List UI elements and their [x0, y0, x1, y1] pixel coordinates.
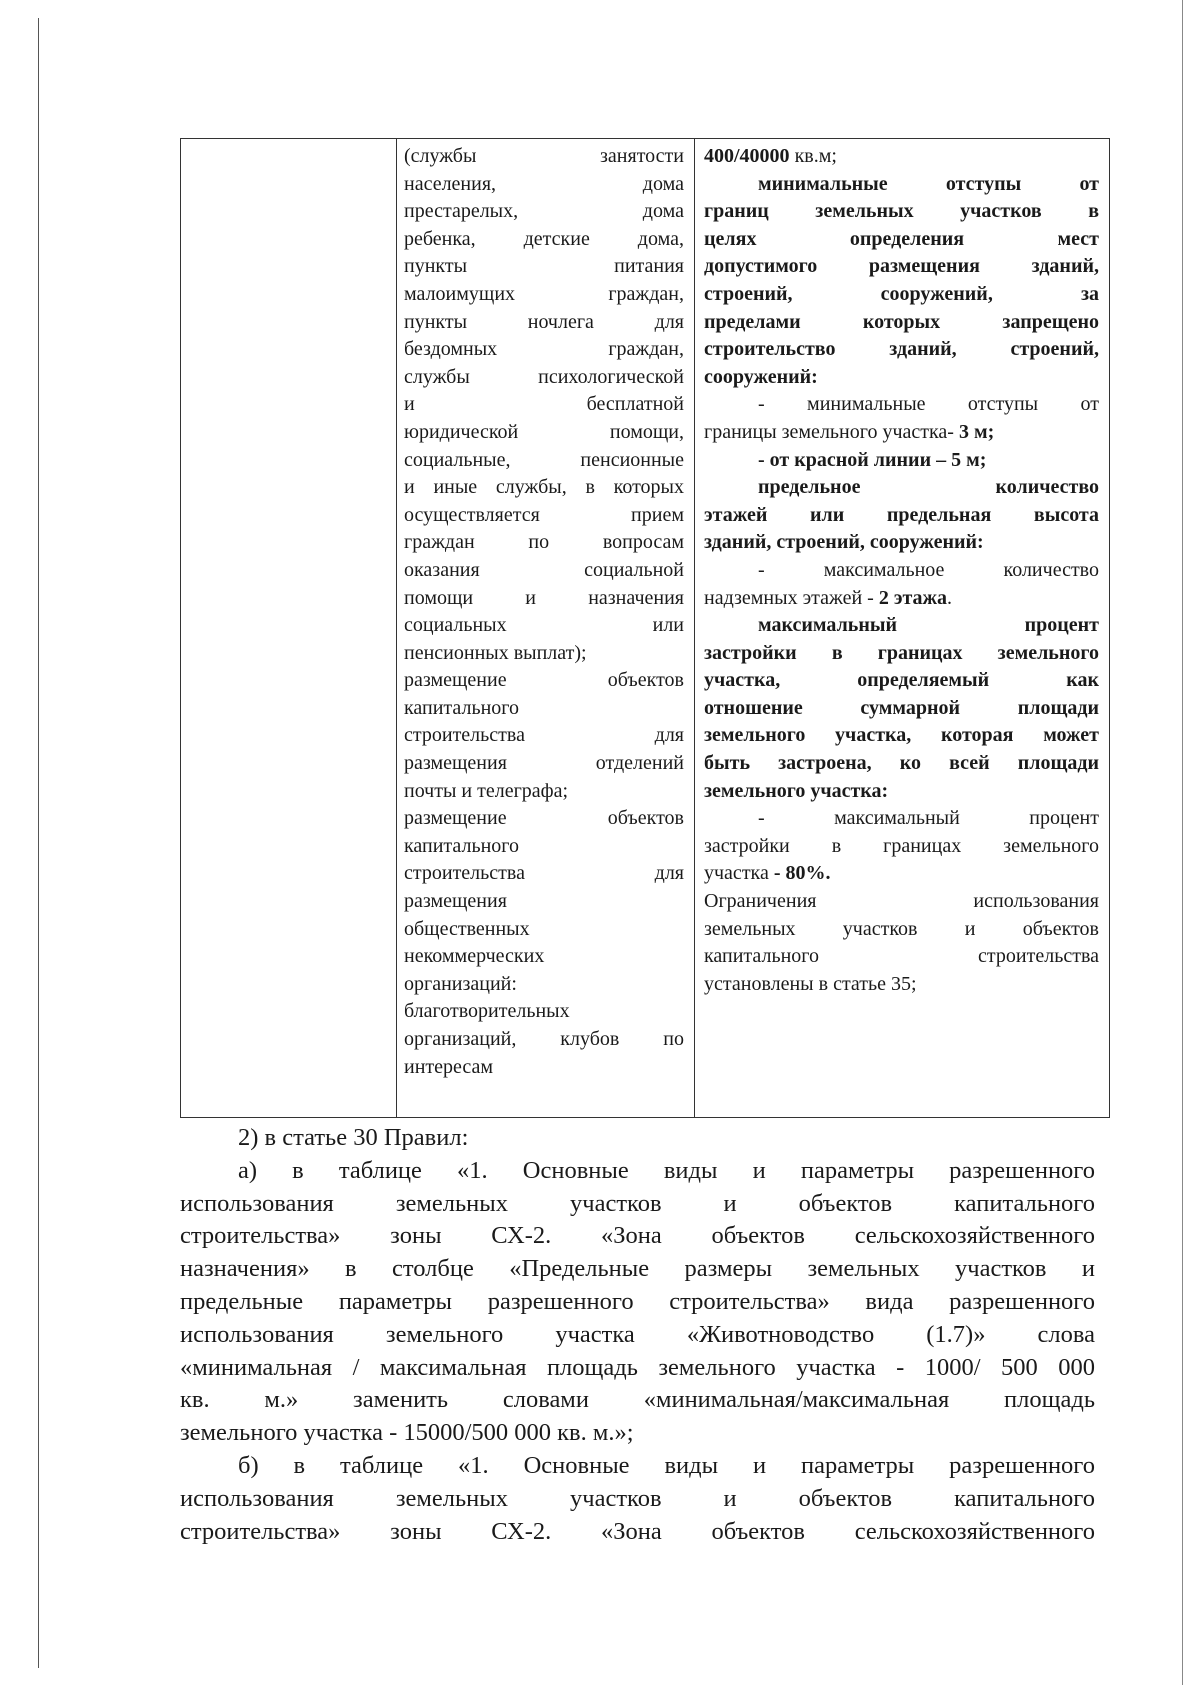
permitted-use-line: и иные службы, в которых: [404, 476, 684, 499]
permitted-use-line: капитального: [404, 834, 519, 857]
parameter-text: земельного участка, которая может: [704, 724, 1099, 747]
permitted-use-line: строительства для: [404, 862, 684, 885]
parameter-text: земельного участка:: [704, 779, 889, 802]
parameter-line: [704, 640, 1099, 668]
body-line: земельного участка - 15000/500 000 кв. м.»;: [180, 1419, 634, 1447]
permitted-use-line: некоммерческих: [404, 945, 545, 968]
parameter-text: границ земельных участков в: [704, 200, 1099, 223]
parameter-text: кв.м;: [789, 145, 837, 167]
parameter-text: границы земельного участка-: [704, 420, 959, 443]
parameter-line: [704, 916, 1099, 944]
parameter-text: .: [947, 586, 953, 609]
parameter-line: [704, 391, 1099, 419]
parameter-text: Ограничения использования: [704, 890, 1099, 913]
parameter-line: [704, 309, 1099, 337]
parameter-text: предельное количество: [758, 476, 1099, 499]
parameter-line: [704, 805, 1099, 833]
amendment-text: [180, 1122, 1095, 1548]
permitted-use-line: размещение объектов: [404, 669, 684, 692]
parameter-text: застройки в границах земельного: [704, 834, 1099, 857]
parameter-line: [704, 971, 1099, 999]
parameter-text: сооружений:: [704, 365, 818, 388]
body-line: использования земельных участков и объектов капитального: [180, 1484, 1095, 1512]
parameter-text: строительство зданий, строений,: [704, 338, 1099, 361]
parameter-line: [704, 474, 1099, 502]
parameter-line: [704, 667, 1099, 695]
parameter-line: [704, 612, 1099, 640]
body-line: «минимальная / максимальная площадь земельного участка - 1000/ 500 000: [180, 1353, 1095, 1381]
body-line: б) в таблице «1. Основные виды и параметры разрешенного: [238, 1451, 1095, 1479]
parameter-line: [704, 143, 1099, 171]
permitted-use-line: службы психологической: [404, 365, 684, 388]
parameter-line: [704, 198, 1099, 226]
permitted-use-line: пункты ночлега для: [404, 310, 684, 333]
column-divider-2: [694, 139, 695, 1117]
permitted-use-line: размещения: [404, 890, 507, 913]
body-line: 2) в статье 30 Правил:: [238, 1124, 469, 1151]
parameter-line: [704, 171, 1099, 199]
permitted-use-line: помощи и назначения: [404, 586, 684, 609]
parameter-line: [704, 336, 1099, 364]
parameter-text: быть застроена, ко всей площади: [704, 752, 1099, 775]
parameter-text: - минимальные отступы от: [758, 393, 1099, 416]
body-line: предельные параметры разрешенного строительства» вида разрешенного: [180, 1287, 1095, 1315]
parameter-text: 2 этажа: [878, 586, 948, 609]
parameter-line: [704, 502, 1099, 530]
scan-edge-right: [1182, 0, 1183, 1685]
body-line: а) в таблице «1. Основные виды и параметры разрешенного: [238, 1156, 1095, 1184]
parameter-line: [704, 778, 1099, 806]
body-line: кв. м.» заменить словами «минимальная/максимальная площадь: [180, 1386, 1095, 1414]
permitted-use-line: ребенка, детские дома,: [404, 227, 684, 250]
parameter-text: этажей или предельная высота: [704, 503, 1099, 526]
parameter-text: строений, сооружений, за: [704, 282, 1099, 305]
permitted-use-line: (службы занятости: [404, 145, 684, 167]
parameter-text: - максимальное количество: [758, 558, 1099, 581]
permitted-use-line: организаций:: [404, 972, 517, 995]
parameter-line: [704, 226, 1099, 254]
parameter-text: - от красной линии – 5 м;: [758, 448, 987, 471]
permitted-use-line: организаций, клубов по: [404, 1028, 684, 1050]
permitted-use-line: и бесплатной: [404, 393, 684, 416]
parameter-text: земельных участков и объектов: [704, 917, 1099, 940]
permitted-use-line: интересам: [404, 1055, 494, 1078]
parameter-line: [704, 557, 1099, 585]
parameter-text: 400/40000: [704, 145, 790, 167]
body-line: использования земельного участка «Животноводство (1.7)» слова: [180, 1320, 1095, 1348]
column-divider-1: [396, 139, 397, 1117]
permitted-use-line: бездомных граждан,: [404, 338, 684, 361]
permitted-use-line: общественных: [404, 917, 530, 940]
parameter-text: целях определения мест: [704, 227, 1099, 250]
permitted-use-line: пенсионных выплат);: [404, 641, 587, 664]
parameter-text: 3 м;: [958, 420, 995, 443]
permitted-use-line: социальных или: [404, 614, 684, 637]
permitted-use-line: малоимущих граждан,: [404, 282, 684, 305]
permitted-use-line: оказания социальной: [404, 558, 684, 581]
parameter-line: [704, 860, 1099, 888]
parameter-text: допустимого размещения зданий,: [704, 255, 1099, 278]
permitted-use-line: пункты питания: [404, 255, 684, 278]
parameter-text: участка: [704, 862, 774, 885]
parameter-line: [704, 529, 1099, 557]
permitted-use-line: социальные, пенсионные: [404, 448, 684, 471]
permitted-use-line: юридической помощи,: [404, 420, 684, 443]
parameter-text: отношение суммарной площади: [704, 696, 1099, 719]
permitted-use-line: строительства для: [404, 724, 684, 747]
parameter-line: [704, 419, 1099, 447]
permitted-use-line: населения, дома: [404, 172, 684, 195]
body-line: назначения» в столбце «Предельные размеры земельных участков и: [180, 1255, 1095, 1283]
parameter-line: [704, 585, 1099, 613]
parameter-line: [704, 695, 1099, 723]
parameter-line: [704, 447, 1099, 475]
parameter-text: застройки в границах земельного: [704, 641, 1099, 664]
body-line: строительства» зоны СХ-2. «Зона объектов сельскохозяйственного: [180, 1517, 1095, 1545]
parameter-text: зданий, строений, сооружений:: [704, 531, 984, 554]
permitted-use-line: престарелых, дома: [404, 200, 684, 223]
parameter-line: [704, 364, 1099, 392]
parameter-text: надземных этажей -: [704, 586, 879, 609]
body-line: строительства» зоны СХ-2. «Зона объектов сельскохозяйственного: [180, 1222, 1095, 1250]
permitted-use-line: благотворительных: [404, 1000, 570, 1023]
permitted-use-line: размещения отделений: [404, 752, 684, 775]
regulation-table: [180, 138, 1110, 1118]
permitted-use-line: капитального: [404, 696, 519, 719]
parameter-line: [704, 253, 1099, 281]
parameter-text: минимальные отступы от: [758, 172, 1099, 195]
parameter-line: [704, 888, 1099, 916]
permitted-use-line: размещение объектов: [404, 807, 684, 830]
parameter-text: максимальный процент: [758, 614, 1099, 637]
parameter-line: [704, 833, 1099, 861]
parameter-text: установлены в статье 35;: [704, 972, 917, 995]
parameter-text: пределами которых запрещено: [704, 310, 1099, 333]
parameter-line: [704, 750, 1099, 778]
parameter-text: участка, определяемый как: [704, 669, 1099, 692]
parameter-line: [704, 943, 1099, 971]
body-line: использования земельных участков и объектов капитального: [180, 1189, 1095, 1217]
parameter-text: - максимальный процент: [758, 807, 1099, 830]
parameter-text: капитального строительства: [704, 945, 1099, 968]
scan-edge-left: [38, 18, 39, 1668]
parameter-line: [704, 722, 1099, 750]
parameter-text: - 80%.: [773, 862, 831, 885]
permitted-use-cell: [404, 143, 684, 1081]
permitted-use-line: осуществляется прием: [404, 503, 684, 526]
parameters-cell: [704, 143, 1099, 998]
permitted-use-line: почты и телеграфа;: [404, 779, 569, 802]
parameter-line: [704, 281, 1099, 309]
permitted-use-line: граждан по вопросам: [404, 531, 684, 554]
